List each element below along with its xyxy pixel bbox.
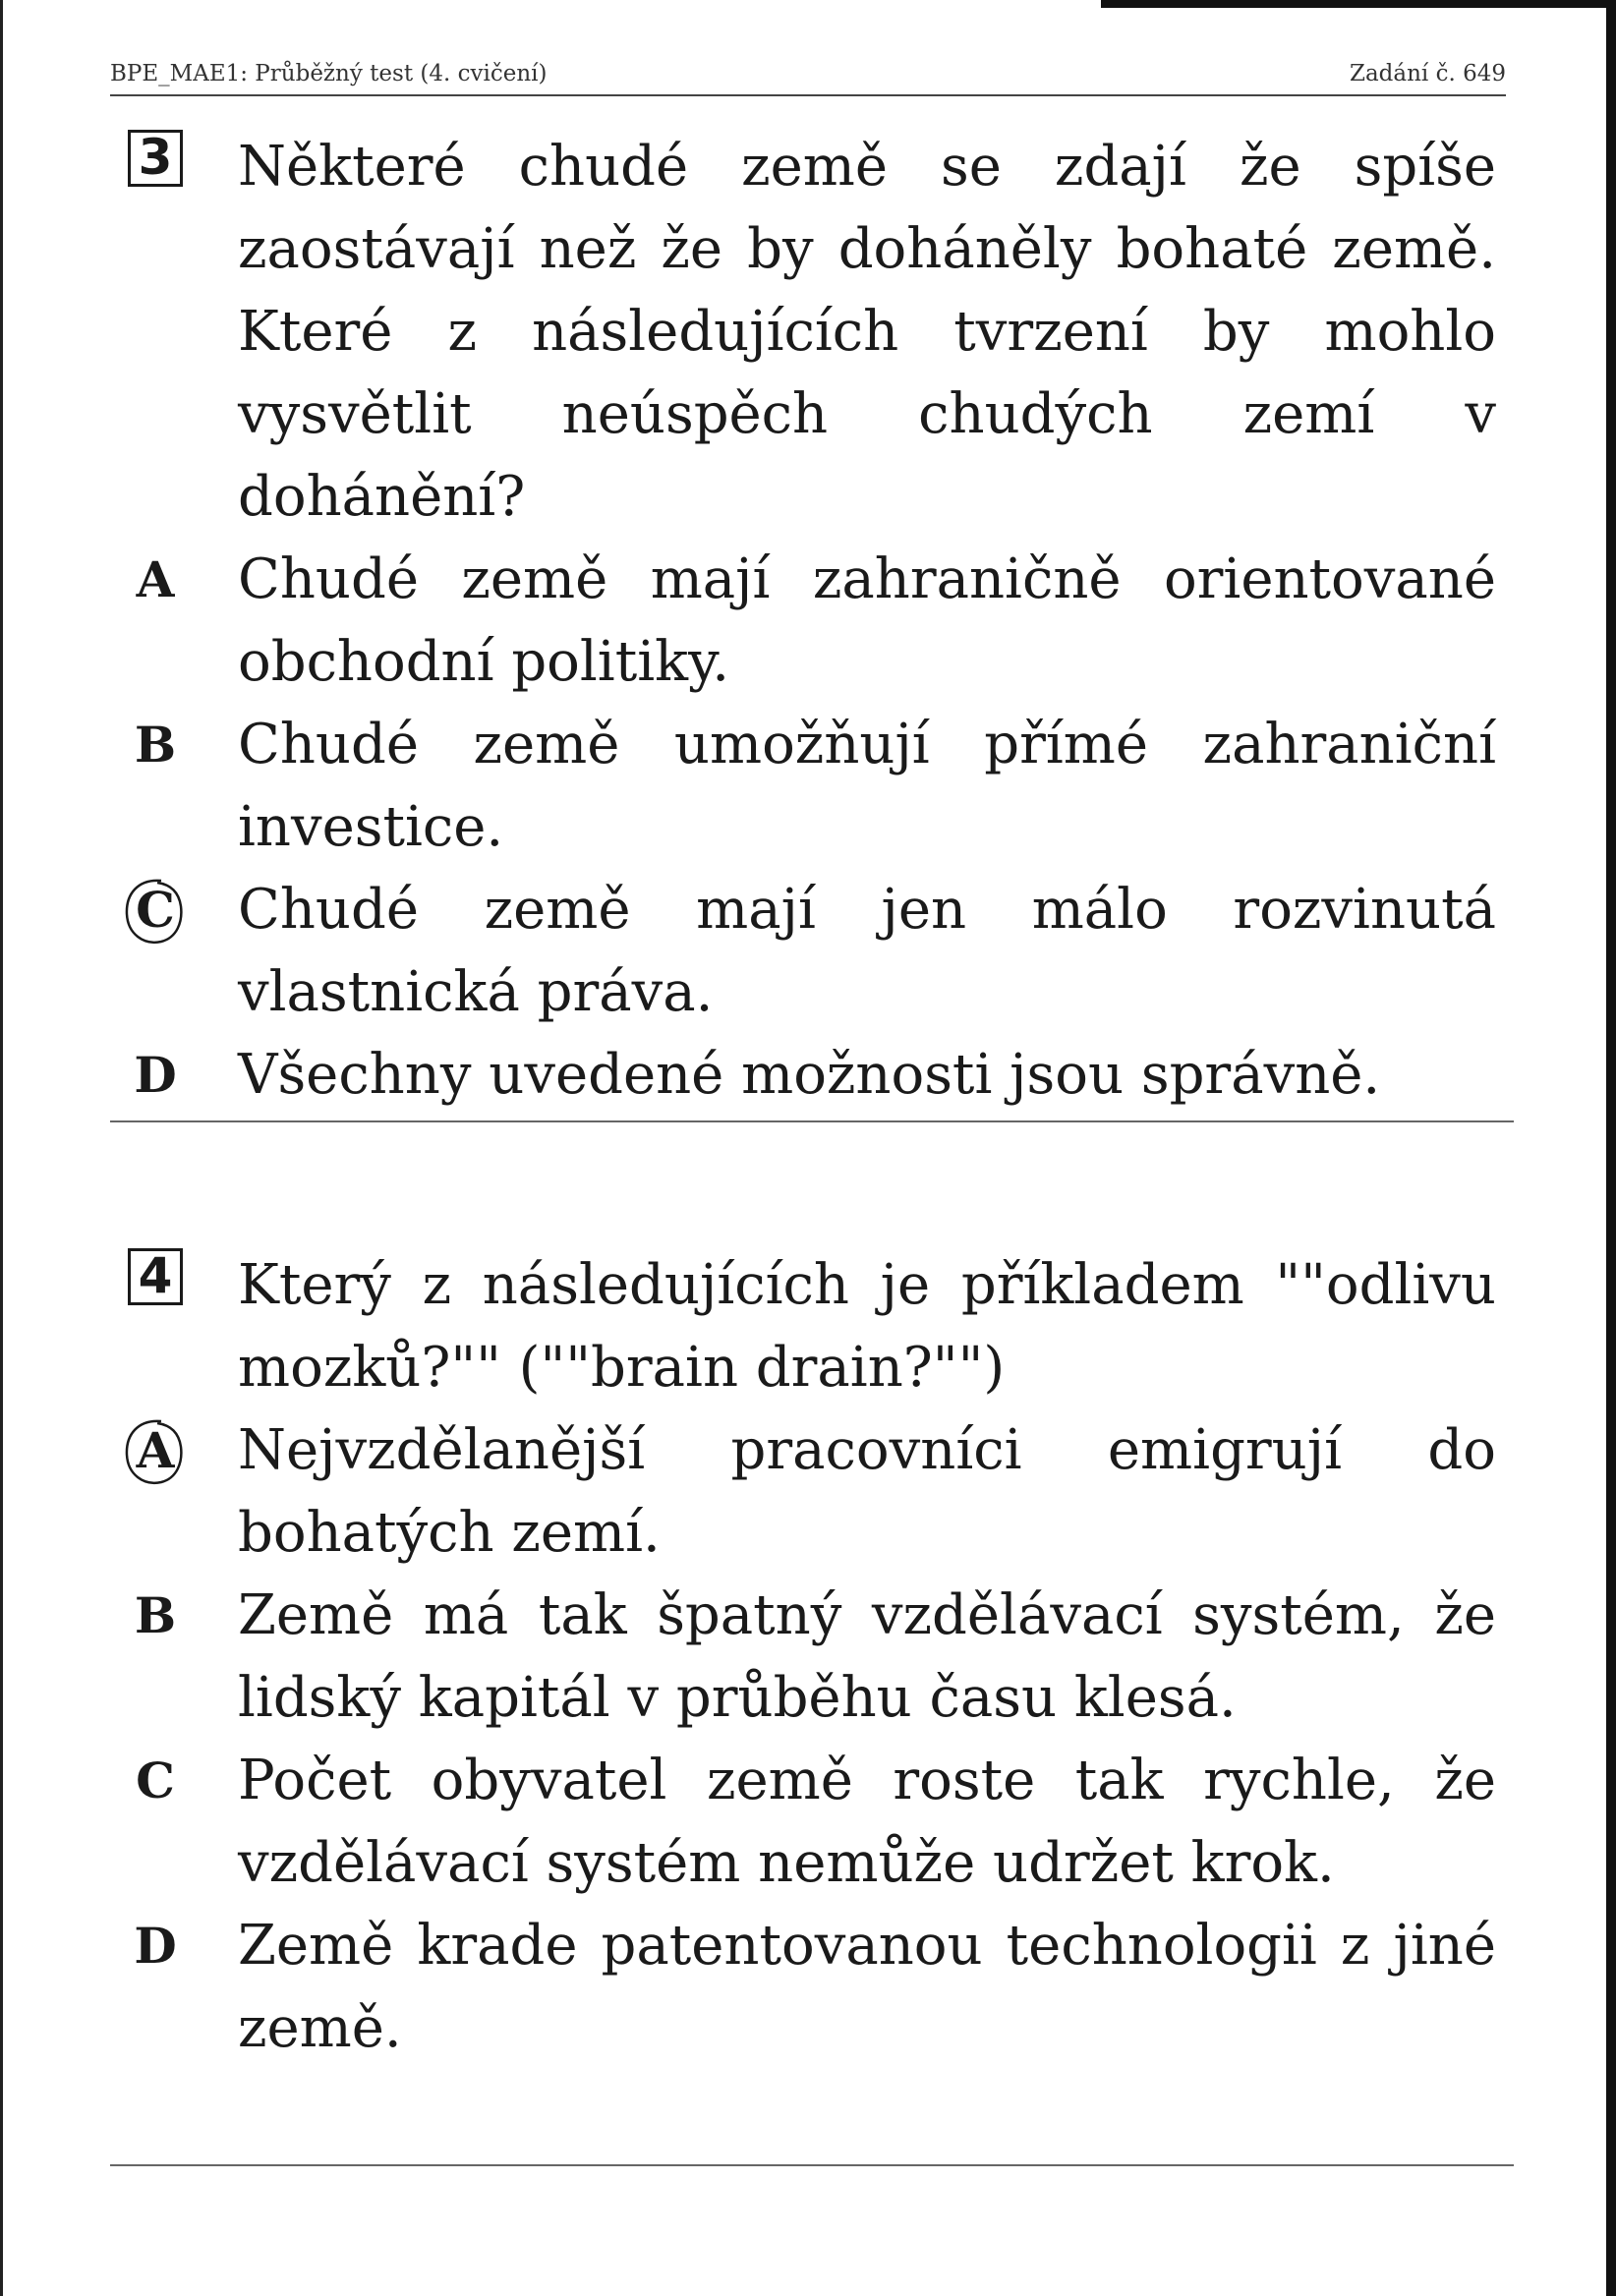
option-text: Chudé země umožňují přímé zahraniční investice.	[238, 713, 1496, 859]
answer-option-d[interactable]	[128, 1905, 1514, 2070]
answer-option-d[interactable]	[128, 1034, 1514, 1117]
section-divider	[110, 1120, 1514, 1122]
header-course-title: BPE_MAE1: Průběžný test (4. cvičení)	[110, 61, 548, 86]
question-text: Který z následujících je příkladem ""odlivu mozků?"" (""brain drain?"")	[238, 1253, 1496, 1400]
option-letter: D	[134, 1917, 177, 1975]
question-number-box: 3	[128, 130, 183, 187]
scan-edge-right	[1606, 0, 1616, 2296]
option-text: Všechny uvedené možnosti jsou správně.	[238, 1043, 1381, 1107]
option-letter: B	[134, 716, 177, 774]
answer-option-b[interactable]	[128, 1575, 1514, 1740]
question-stem	[128, 126, 1514, 539]
option-text: Chudé země mají zahraničně orientované obchodní politiky.	[238, 547, 1496, 694]
scan-edge-left	[0, 0, 3, 2296]
answer-option-c[interactable]	[128, 869, 1514, 1034]
header-divider	[110, 94, 1506, 96]
option-letter-text: A	[136, 1421, 175, 1479]
answer-option-a[interactable]	[128, 1409, 1514, 1575]
section-divider	[110, 2164, 1514, 2166]
option-text: Nejvzdělanější pracovníci emigrují do bohatých zemí.	[238, 1418, 1496, 1565]
question-stem	[128, 1244, 1514, 1409]
scan-edge-top	[1101, 0, 1616, 8]
option-text: Počet obyvatel země roste tak rychle, že vzdělávací systém nemůže udržet krok.	[238, 1749, 1496, 1895]
option-letter: A	[136, 550, 175, 608]
answer-option-c[interactable]	[128, 1740, 1514, 1905]
option-letter-circled	[128, 1409, 183, 1492]
option-letter-text: C	[136, 881, 175, 939]
question-3	[128, 126, 1514, 1117]
option-text: Země krade patentovanou technologii z jiné země.	[238, 1914, 1496, 2060]
option-text: Chudé země mají jen málo rozvinutá vlastnická práva.	[238, 878, 1496, 1024]
page-header	[110, 61, 1506, 92]
question-number-box: 4	[128, 1248, 183, 1305]
answer-option-a[interactable]	[128, 539, 1514, 704]
option-letter: C	[136, 1751, 175, 1809]
option-letter-circled	[128, 869, 183, 951]
option-letter: D	[134, 1046, 177, 1104]
option-text: Země má tak špatný vzdělávací systém, že lidský kapitál v průběhu času klesá.	[238, 1583, 1496, 1730]
question-4	[128, 1244, 1514, 2070]
header-assignment-number: Zadání č. 649	[1349, 61, 1506, 86]
question-text: Některé chudé země se zdají že spíše zaostávají než že by doháněly bohaté země. Které z následujících tvrzení by mohlo vysvětlit neúspěch chudých zemí v dohánění?	[238, 135, 1496, 529]
answer-option-b[interactable]	[128, 704, 1514, 869]
option-letter: B	[134, 1586, 177, 1644]
